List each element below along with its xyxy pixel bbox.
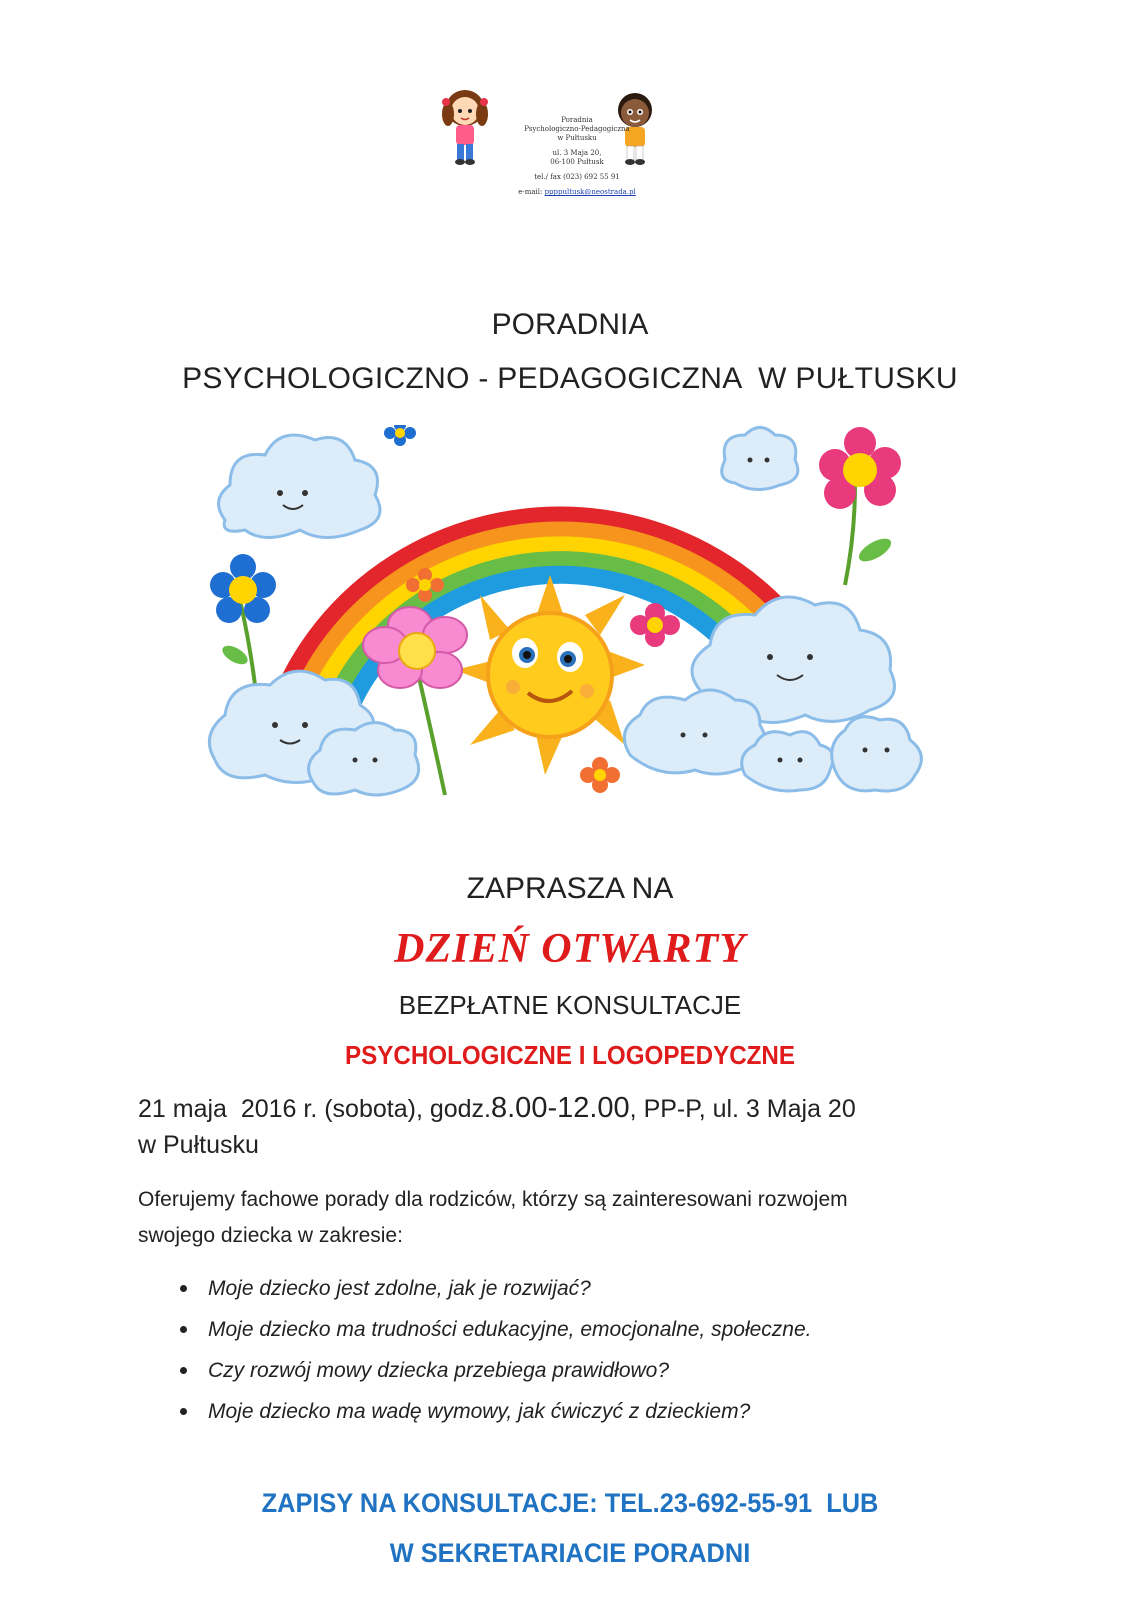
event-kinds: PSYCHOLOGICZNE I LOGOPEDYCZNE <box>344 1040 796 1070</box>
event-date: 21 maja 2016 r. (sobota), godz. <box>138 1095 491 1123</box>
list-item-text: Moje dziecko ma trudności edukacyjne, emocjonalne, społeczne. <box>208 1318 812 1341</box>
flower-icon <box>210 554 276 685</box>
list-item <box>180 1268 1000 1309</box>
invite-text: ZAPRASZA NA <box>466 872 674 905</box>
letterhead-name-1: Poradnia <box>561 116 593 124</box>
offer-list <box>180 1268 1000 1432</box>
offer-intro <box>138 1182 1018 1254</box>
event-city: w Pułtusku <box>138 1131 259 1159</box>
letterhead-email-link[interactable]: ppppultusk@neostrada.pl <box>544 188 636 196</box>
list-item <box>180 1309 1000 1350</box>
letterhead-address-2: 06-100 Pułtusk <box>550 158 604 166</box>
sun-icon <box>455 575 645 775</box>
page-title-line-2: PSYCHOLOGICZNO - PEDAGOGICZNA W PUŁTUSKU <box>182 362 958 395</box>
letterhead-address-1: ul. 3 Maja 20, <box>552 149 602 157</box>
signup-line-1: ZAPISY NA KONSULTACJE: TEL.23-692-55-91 LUB <box>261 1488 879 1518</box>
bullet-icon <box>180 1408 187 1415</box>
bullet-icon <box>180 1326 187 1333</box>
event-place: , PP-P, ul. 3 Maja 20 <box>629 1095 856 1123</box>
cloud-icon <box>219 435 380 538</box>
list-item <box>180 1391 1000 1432</box>
flower-icon <box>384 425 416 446</box>
letterhead-name-2: Psychologiczno-Pedagogiczna <box>524 125 630 133</box>
list-item-text: Moje dziecko ma wadę wymowy, jak ćwiczyć z dzieckiem? <box>208 1400 751 1423</box>
flower-icon <box>819 427 901 585</box>
cloud-icon <box>722 428 798 490</box>
flower-icon <box>580 757 620 793</box>
event-subtitle: BEZPŁATNE KONSULTACJE <box>398 990 742 1020</box>
letterhead-name-3: w Pułtusku <box>557 134 597 142</box>
list-item-text: Czy rozwój mowy dziecka przebiega prawidłowo? <box>208 1359 670 1382</box>
letterhead-email-label: e-mail: <box>518 188 543 196</box>
event-hours: 8.00-12.00 <box>491 1092 630 1124</box>
offer-intro-line-1: Oferujemy fachowe porady dla rodziców, którzy są zainteresowani rozwojem <box>138 1188 848 1211</box>
list-item <box>180 1350 1000 1391</box>
event-name: DZIEŃ OTWARTY <box>394 926 746 972</box>
bullet-icon <box>180 1285 187 1292</box>
letterhead-text <box>512 116 642 197</box>
letterhead-email-row <box>512 188 642 197</box>
girl-icon <box>438 88 493 173</box>
letterhead-phone: tel./ fax (023) 692 55 91 <box>534 173 620 181</box>
page-title-line-1: PORADNIA <box>491 308 649 341</box>
list-item-text: Moje dziecko jest zdolne, jak je rozwijać? <box>208 1277 591 1300</box>
event-when <box>138 1090 998 1163</box>
cloud-icon <box>832 717 922 791</box>
letterhead <box>450 88 680 248</box>
rainbow-illustration <box>205 425 935 830</box>
bullet-icon <box>180 1367 187 1374</box>
offer-intro-line-2: swojego dziecka w zakresie: <box>138 1224 403 1247</box>
signup-line-2: W SEKRETARIACIE PORADNI <box>389 1538 751 1568</box>
